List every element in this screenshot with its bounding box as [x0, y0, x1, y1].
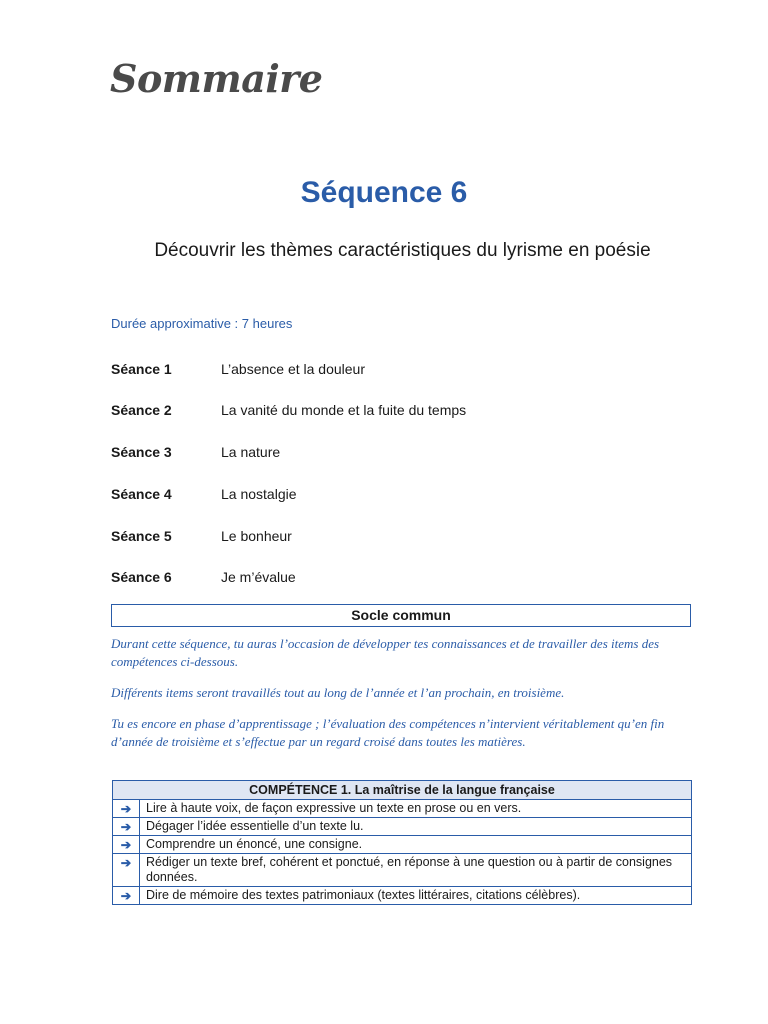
socle-heading-box: Socle commun [111, 604, 691, 627]
page-title: Sommaire [110, 56, 323, 101]
competence-item [113, 887, 692, 905]
competence-table [112, 780, 692, 905]
session-title: La nostalgie [221, 486, 297, 502]
arrow-right-icon: ➔ [113, 818, 140, 836]
arrow-right-icon: ➔ [113, 836, 140, 854]
competence-item-text: Dire de mémoire des textes patrimoniaux (textes littéraires, citations célèbres). [140, 887, 692, 905]
competence-item-text: Rédiger un texte bref, cohérent et ponctué, en réponse à une question ou à partir de consignes données. [140, 854, 692, 887]
arrow-right-icon: ➔ [113, 800, 140, 818]
competence-item-text: Lire à haute voix, de façon expressive un texte en prose ou en vers. [140, 800, 692, 818]
competence-item-text: Dégager l’idée essentielle d’un texte lu. [140, 818, 692, 836]
session-label: Séance 3 [111, 444, 172, 460]
competence-title: La maîtrise de la langue française [354, 783, 555, 797]
competence-header [113, 781, 692, 800]
duration-text: Durée approximative : 7 heures [111, 316, 293, 331]
session-title: Le bonheur [221, 528, 292, 544]
arrow-right-icon: ➔ [113, 887, 140, 905]
socle-paragraph: Durant cette séquence, tu auras l’occasion de développer tes connaissances et de travailler des items des compétences ci-dessous. [111, 636, 660, 669]
sequence-title: Séquence 6 [300, 176, 468, 209]
competence-item [113, 836, 692, 854]
socle-paragraph: Différents items seront travaillés tout au long de l’année et l’an prochain, en troisième. [111, 685, 565, 700]
session-label: Séance 1 [111, 361, 172, 377]
session-title: La vanité du monde et la fuite du temps [221, 402, 467, 418]
session-title: La nature [221, 444, 281, 460]
socle-paragraph: Tu es encore en phase d’apprentissage ; l’évaluation des compétences n’intervient véritablement qu’en fin d’année de troisième et s’effectue par un regard croisé dans toutes les matières. [111, 716, 665, 749]
session-label: Séance 6 [111, 569, 172, 585]
session-title: Je m’évalue [221, 569, 296, 585]
arrow-right-icon: ➔ [113, 854, 140, 887]
session-label: Séance 4 [111, 486, 172, 502]
competence-item [113, 818, 692, 836]
competence-item [113, 800, 692, 818]
session-label: Séance 5 [111, 528, 172, 544]
competence-header-row [113, 781, 692, 800]
competence-number: COMPÉTENCE 1. [249, 783, 352, 797]
competence-item-text: Comprendre un énoncé, une consigne. [140, 836, 692, 854]
sequence-subtitle: Découvrir les thèmes caractéristiques du lyrisme en poésie [154, 240, 651, 261]
session-title: L’absence et la douleur [221, 361, 365, 377]
session-label: Séance 2 [111, 402, 172, 418]
competence-item [113, 854, 692, 887]
